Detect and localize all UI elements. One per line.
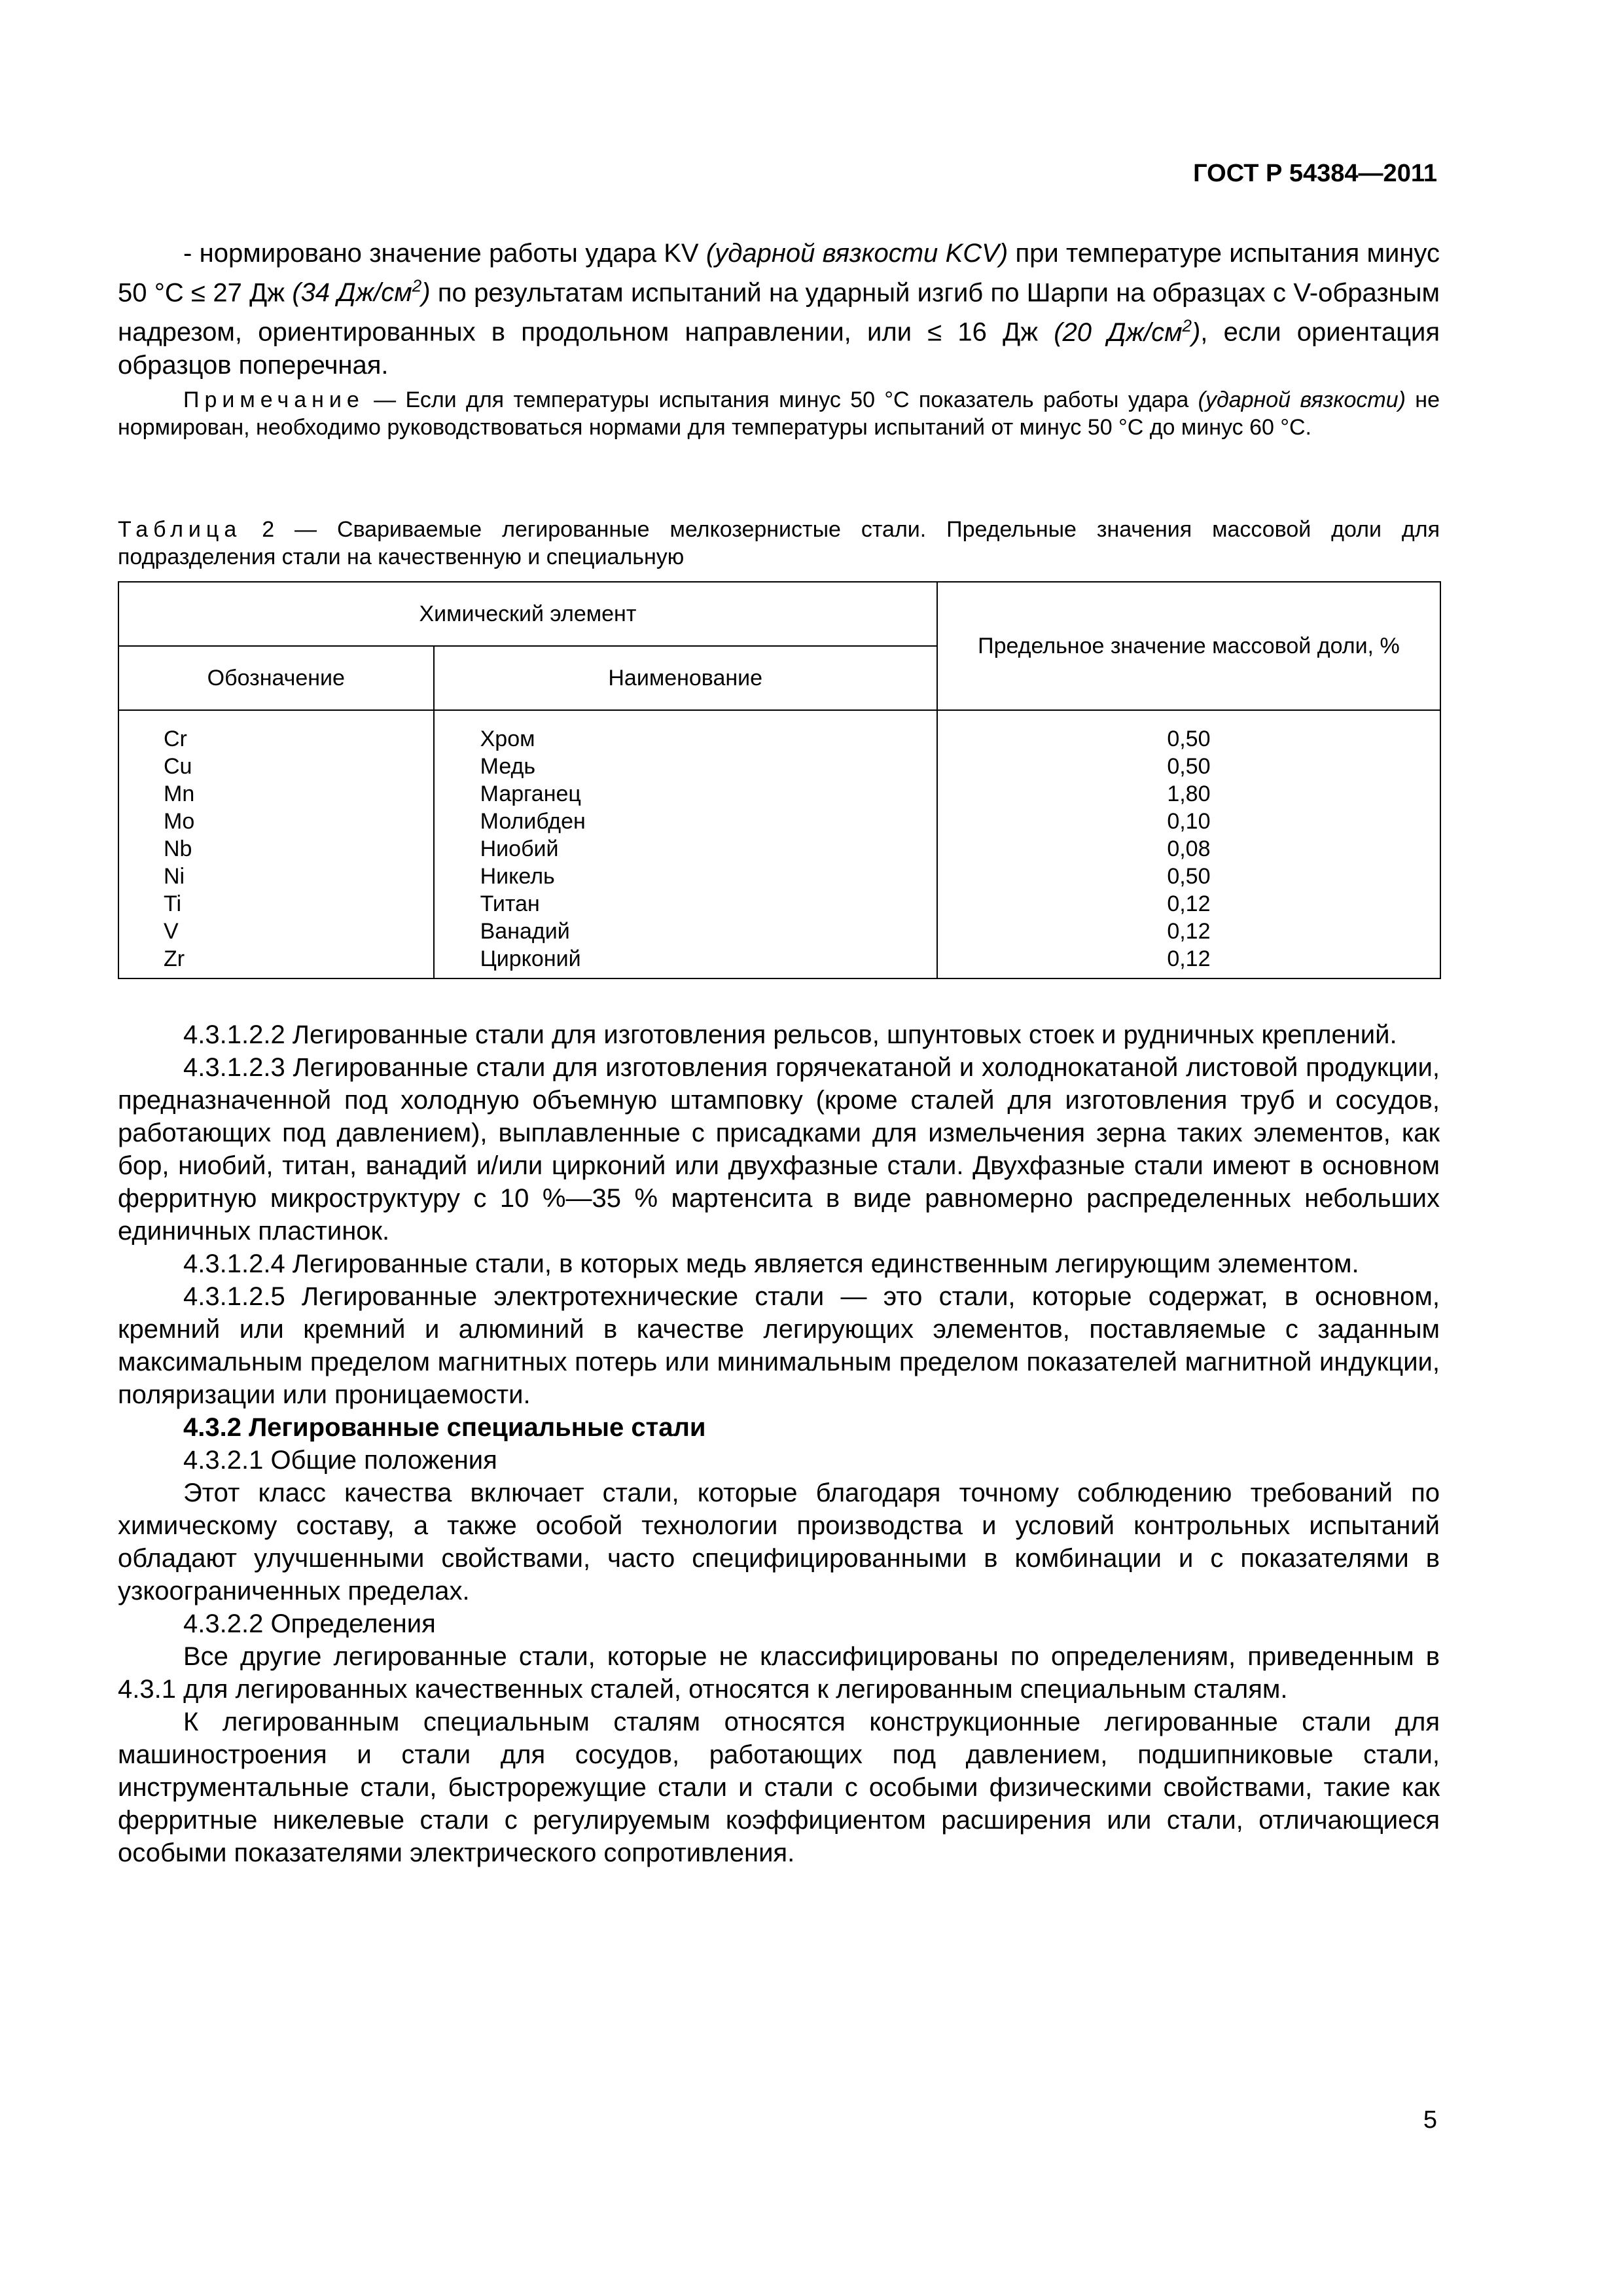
table-cell-name: Ванадий (480, 919, 570, 944)
subsection-heading-4-3-2-2: 4.3.2.2 Определения (183, 1609, 436, 1638)
table-cell-symbol: Zr (164, 946, 185, 971)
table-cell-value: 0,50 (1167, 726, 1211, 751)
paragraph-4-3-1-2-5: 4.3.1.2.5 Легированные электротехнические стали — это стали, которые содержат, в основном, кремний или кремний и алюминий в качестве легирующих элементов, поставляемые с заданным максимальным пределом магнитных потерь или минимальным пределом показателей магнитной индукции, поляризации или проницаемости. (118, 1282, 1440, 1409)
table-cell-value: 0,10 (1167, 809, 1211, 834)
table-cell-name: Хром (480, 726, 535, 751)
header-symbol: Обозначение (118, 646, 434, 710)
table-cell-symbol: Mo (164, 809, 195, 834)
section-heading-4-3-2: 4.3.2 Легированные специальные стали (183, 1413, 706, 1442)
header-name: Наименование (434, 646, 937, 710)
table-cell-name: Молибден (480, 809, 586, 834)
table-cell-name: Ниобий (480, 836, 559, 861)
header-chemical-element: Химический элемент (118, 582, 937, 646)
table-cell-symbol: Cu (164, 754, 192, 779)
intro-paragraph: - нормировано значение работы удара KV (ударной вязкости KCV) при температуре испытания минус 50 °С ≤ 27 Дж (34 $Дж/см^2$) по результатам испытаний на ударный изгиб по Шарпи на образцах с V-образным надрезом, ориентированных в продольном направлении, или ≤ 16 Дж (20 $Дж/см^2$), если ориентация образцов поперечная. (118, 239, 1440, 380)
table-cell-name: Никель (480, 864, 555, 889)
table-cell-symbol: Cr (164, 726, 187, 751)
subsection-heading-4-3-2-1: 4.3.2.1 Общие положения (183, 1446, 497, 1475)
table-cell-value: 0,12 (1167, 891, 1211, 916)
table-cell-value: 0,12 (1167, 919, 1211, 944)
table-cell-symbol: Ni (164, 864, 185, 889)
table-cell-name: Титан (480, 891, 540, 916)
table-cell-symbol: Mn (164, 781, 195, 806)
table-cell-symbol: V (164, 919, 179, 944)
paragraph-4-3-1-2-4: 4.3.1.2.4 Легированные стали, в которых медь является единственным легирующим элементом. (183, 1249, 1359, 1278)
table-cell-value: 0,12 (1167, 946, 1211, 971)
paragraph-4-3-1-2-3: 4.3.1.2.3 Легированные стали для изготовления горячекатаной и холоднокатаной листовой продукции, предназначенной под холодную объемную штамповку (кроме сталей для изготовления труб и сосудов, работающих под давлением), выплавленные с присадками для измельчения зерна таких элементов, как бор, ниобий, титан, ванадий и/или цирконий или двухфазные стали. Двухфазные стали имеют в основном ферритную микроструктуру с 10 %—35 % мартенсита в виде равномерно распределенных небольших единичных пластинок. (118, 1053, 1440, 1246)
page-number: 5 (1423, 2106, 1437, 2134)
table-cell-name: Марганец (480, 781, 581, 806)
table-cell-symbol: Nb (164, 836, 192, 861)
table-caption: Таблица 2 — Свариваемые легированные мелкозернистые стали. Предельные значения массовой доли для подразделения стали на качественную и специальную (118, 517, 1440, 569)
paragraph-general: Этот класс качества включает стали, которые благодаря точному соблюдению требований по химическому составу, а также особой технологии производства и условий контрольных испытаний обладают улучшенными свойствами, часто специфицированными в комбинации и с показателями в узкоограниченных пределах. (118, 1479, 1440, 1605)
paragraph-4-3-1-2-2: 4.3.1.2.2 Легированные стали для изготовления рельсов, шпунтовых стоек и рудничных креплений. (183, 1020, 1397, 1049)
table-cell-value: 0,50 (1167, 864, 1211, 889)
table-cell-value: 0,50 (1167, 754, 1211, 779)
table-cell-value: 1,80 (1167, 781, 1211, 806)
paragraph-definition-2: К легированным специальным сталям относятся конструкционные легированные стали для машиностроения и стали для сосудов, работающих под давлением, подшипниковые стали, инструментальные стали, быстрорежущие стали и стали с особыми физическими свойствами, такие как ферритные никелевые стали с регулируемым коэффициентом расширения или стали, отличающиеся особыми показателями электрического сопротивления. (118, 1708, 1440, 1867)
note-label: Примечание (183, 387, 365, 412)
document-id-header: ГОСТ Р 54384—2011 (1193, 160, 1437, 187)
table-cell-value: 0,08 (1167, 836, 1211, 861)
table-cell-name: Цирконий (480, 946, 581, 971)
table-cell-name: Медь (480, 754, 536, 779)
paragraph-definition-1: Все другие легированные стали, которые не классифицированы по определениям, приведенным в 4.3.1 для легированных качественных сталей, относятся к легированным специальным сталям. (118, 1642, 1440, 1704)
main-text (118, 1018, 1440, 1869)
table-cell-symbol: Ti (164, 891, 182, 916)
steel-limits-table (118, 581, 1441, 979)
note-block: Примечание — Если для температуры испытания минус 50 °С показатель работы удара (ударной вязкости) не нормирован, необходимо руководствоваться нормами для температуры испытаний от минус 50 °С до минус 60 °С. (118, 387, 1440, 440)
header-limit-value: Предельное значение массовой доли, % (937, 582, 1440, 710)
